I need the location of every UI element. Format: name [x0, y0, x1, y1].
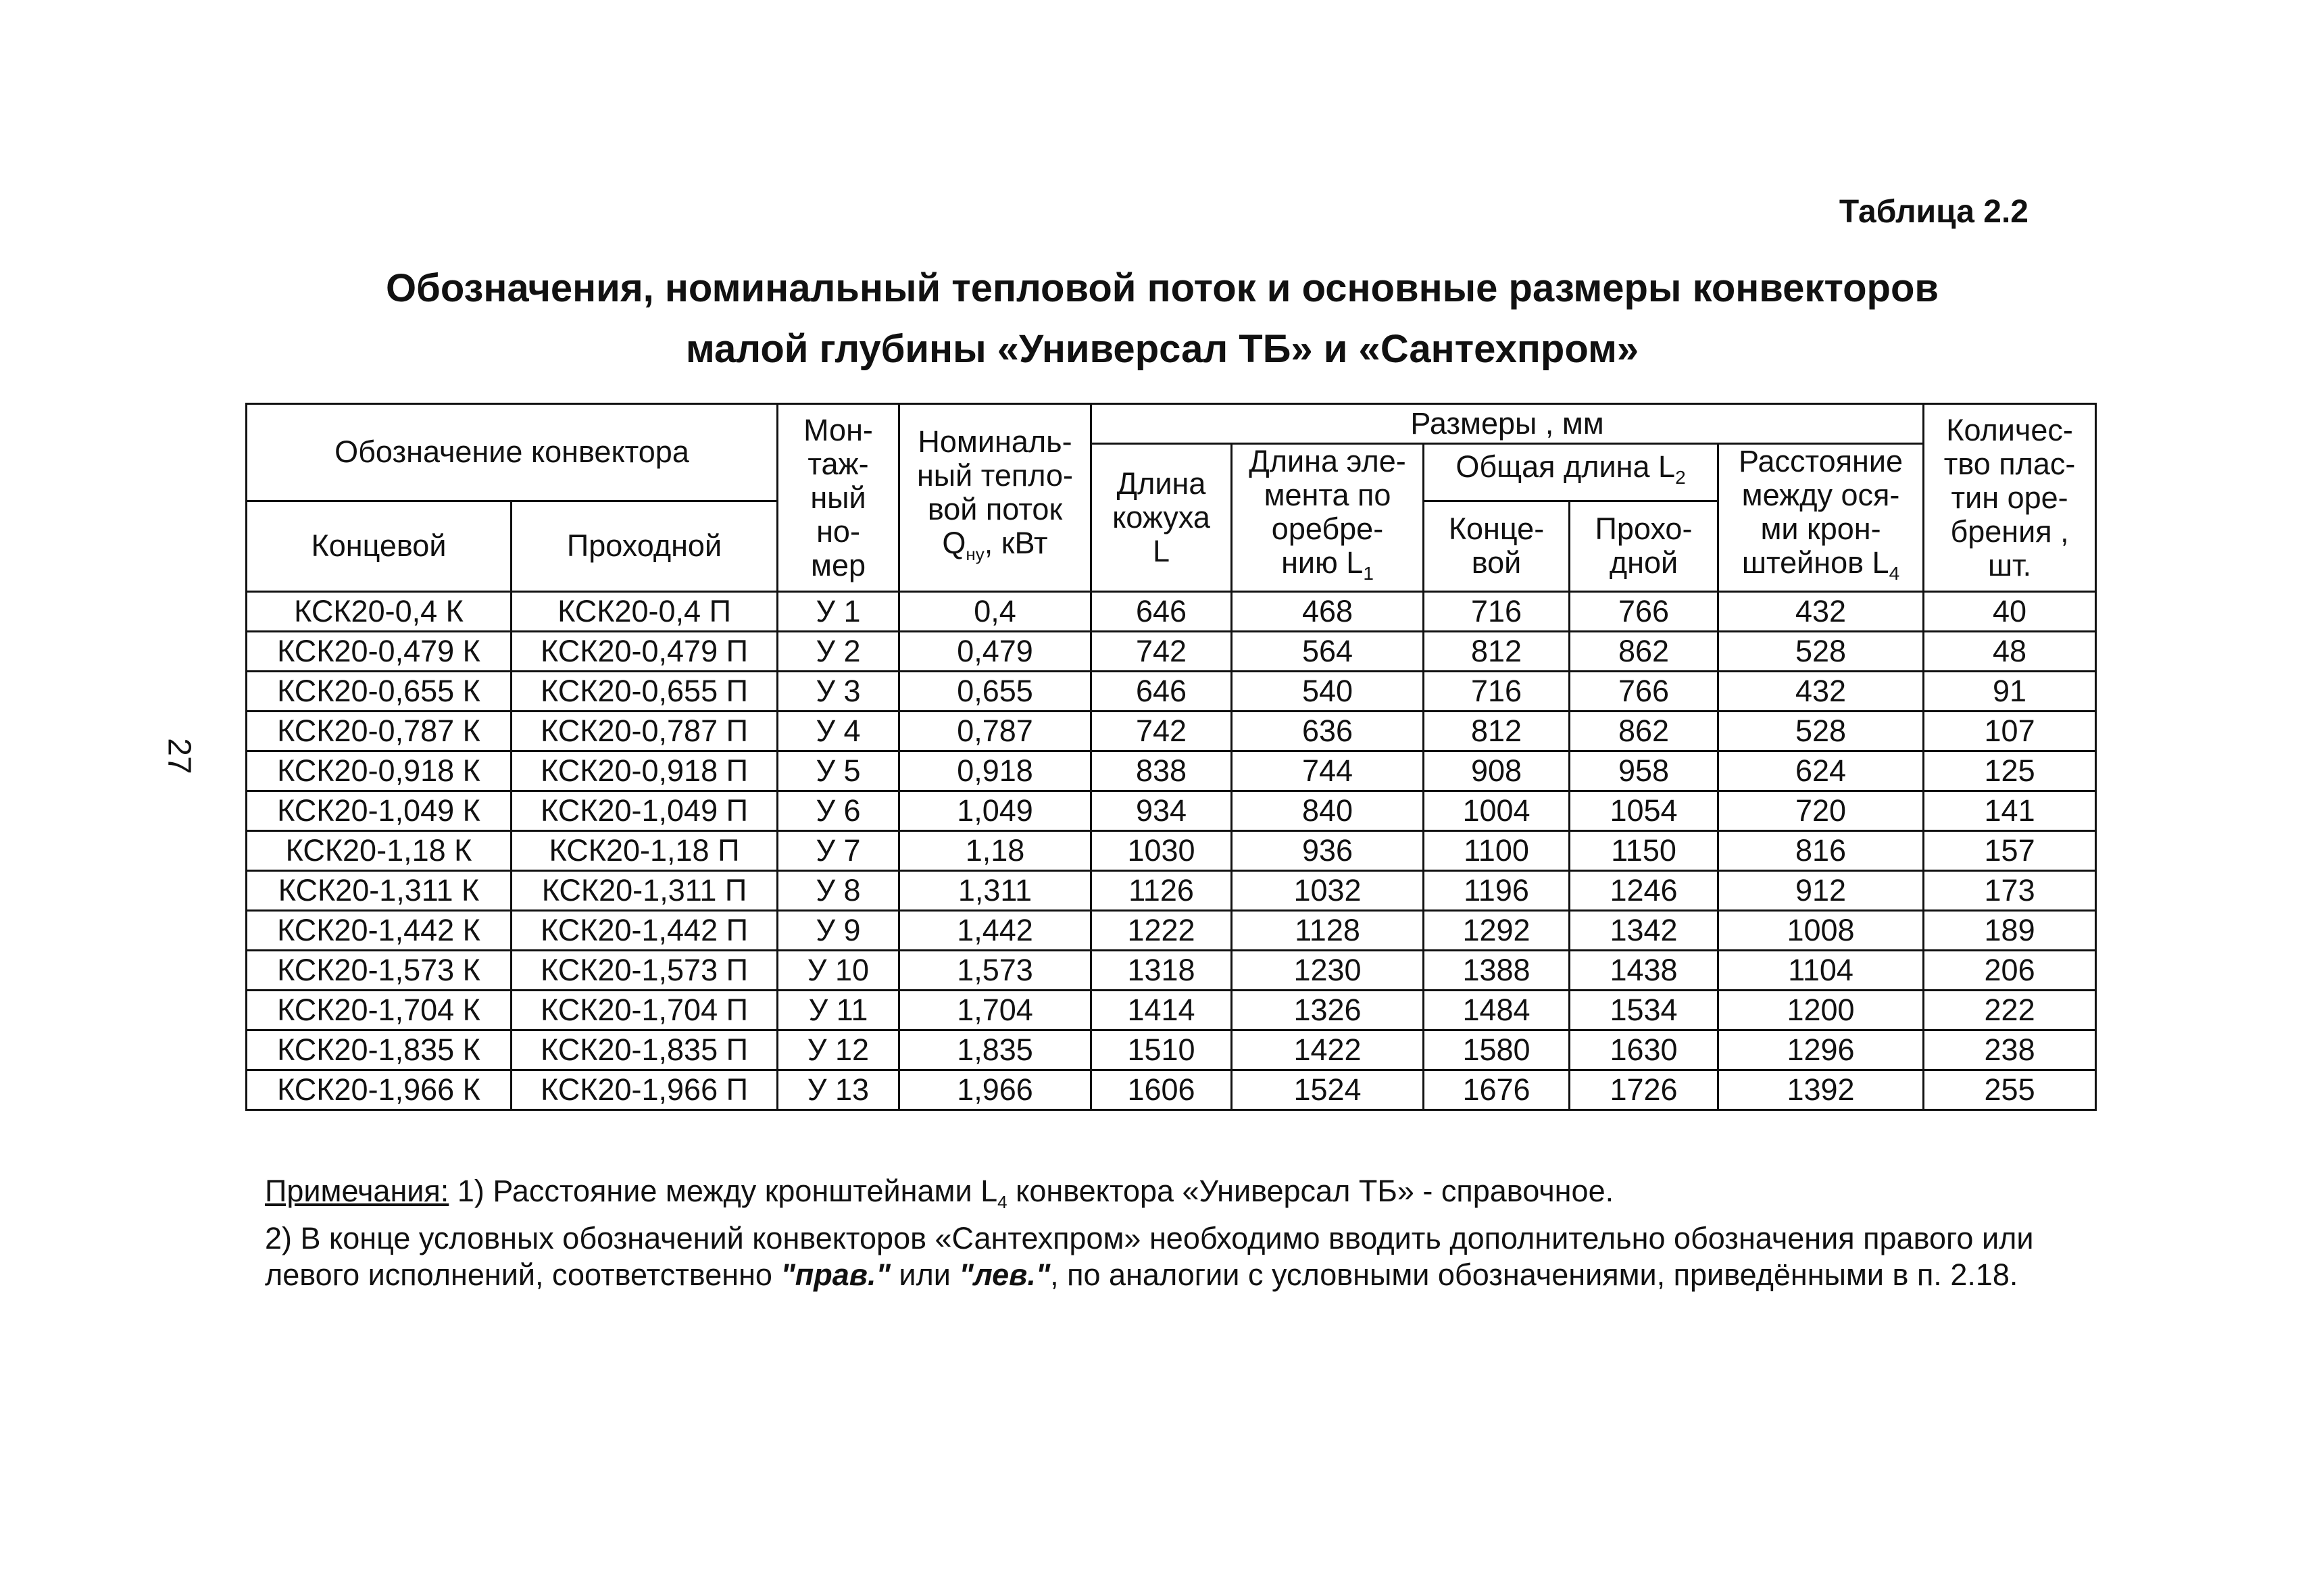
header-heat-line: ный тепло-	[916, 457, 1074, 493]
cell-heat: 1,704	[899, 991, 1091, 1030]
cell-plates: 255	[1924, 1070, 2096, 1110]
header-heat-line: Номиналь-	[918, 424, 1072, 459]
table-row	[247, 951, 2096, 991]
cell-plates: 40	[1924, 592, 2096, 632]
cell-mount: У 13	[778, 1070, 899, 1110]
header-element-line: оребре-	[1271, 512, 1384, 546]
cell-element: 1230	[1232, 951, 1424, 991]
cell-plates: 141	[1924, 791, 2096, 831]
table-body	[247, 592, 2096, 1110]
header-total-pass-line: дной	[1609, 545, 1678, 580]
cell-element: 1524	[1232, 1070, 1424, 1110]
heat-subscript: ну	[966, 543, 985, 564]
cell-total-end: 1484	[1424, 991, 1570, 1030]
header-plates	[1924, 404, 2096, 592]
cell-heat: 1,18	[899, 831, 1091, 871]
cell-bracket: 816	[1718, 831, 1924, 871]
cell-bracket: 720	[1718, 791, 1924, 831]
cell-element: 1326	[1232, 991, 1424, 1030]
cell-element: 1128	[1232, 911, 1424, 951]
cell-mount: У 11	[778, 991, 899, 1030]
header-casing-length	[1091, 444, 1232, 592]
cell-total-pass: 862	[1570, 632, 1718, 672]
header-element-line: мента по	[1264, 478, 1391, 512]
cell-bracket: 1296	[1718, 1030, 1924, 1070]
cell-element: 744	[1232, 751, 1424, 791]
table-row	[247, 791, 2096, 831]
table-row	[247, 632, 2096, 672]
cell-total-end: 1580	[1424, 1030, 1570, 1070]
header-casing-line: Длина	[1116, 466, 1206, 501]
bracket-last: штейнов L	[1741, 545, 1889, 580]
header-designation: Обозначение конвектора	[247, 404, 778, 501]
cell-bracket: 528	[1718, 712, 1924, 751]
cell-total-end: 716	[1424, 672, 1570, 712]
note-2	[265, 1220, 2089, 1293]
cell-total-end: 1388	[1424, 951, 1570, 991]
cell-plates: 107	[1924, 712, 2096, 751]
cell-bracket: 1392	[1718, 1070, 1924, 1110]
cell-heat: 1,835	[899, 1030, 1091, 1070]
cell-casing: 1318	[1091, 951, 1232, 991]
cell-bracket: 912	[1718, 871, 1924, 911]
left-mark: "лев."	[959, 1257, 1051, 1292]
cell-element: 636	[1232, 712, 1424, 751]
header-element-line: Длина эле-	[1249, 444, 1406, 478]
cell-total-pass: 1630	[1570, 1030, 1718, 1070]
table-row	[247, 911, 2096, 951]
cell-end: КСК20-0,4 К	[247, 592, 512, 632]
cell-total-pass: 862	[1570, 712, 1718, 751]
cell-bracket: 432	[1718, 592, 1924, 632]
note-1-text-a: 1) Расстояние между кронштейнами L	[449, 1174, 998, 1208]
table-label: Таблица 2.2	[1839, 194, 2028, 230]
header-total-end-line: вой	[1471, 545, 1522, 580]
cell-pass: КСК20-0,655 П	[512, 672, 778, 712]
cell-mount: У 6	[778, 791, 899, 831]
cell-casing: 646	[1091, 592, 1232, 632]
cell-end: КСК20-0,787 К	[247, 712, 512, 751]
cell-casing: 838	[1091, 751, 1232, 791]
cell-mount: У 4	[778, 712, 899, 751]
document-title	[250, 258, 2074, 380]
cell-bracket: 624	[1718, 751, 1924, 791]
cell-casing: 1030	[1091, 831, 1232, 871]
header-plates-line: шт.	[1987, 547, 2032, 582]
header-total-end-line: Конце-	[1448, 512, 1545, 547]
convector-table	[245, 403, 2097, 1111]
cell-mount: У 1	[778, 592, 899, 632]
cell-mount: У 5	[778, 751, 899, 791]
note-2-text-b: или	[890, 1257, 960, 1292]
header-plates-line: брения ,	[1950, 514, 2069, 549]
cell-heat: 1,049	[899, 791, 1091, 831]
element-subscript: 1	[1363, 563, 1374, 584]
cell-pass: КСК20-0,787 П	[512, 712, 778, 751]
cell-bracket: 1008	[1718, 911, 1924, 951]
cell-mount: У 3	[778, 672, 899, 712]
note-2-text-a: 2) В конце условных обозначений конвекторов «Сантехпром» необходимо вводить дополнительно обозначения правого или левого исполнений, соответственно	[265, 1221, 2034, 1292]
cell-casing: 1222	[1091, 911, 1232, 951]
notes-label: Примечания:	[265, 1174, 449, 1208]
cell-heat: 1,573	[899, 951, 1091, 991]
cell-total-pass: 1342	[1570, 911, 1718, 951]
cell-casing: 742	[1091, 632, 1232, 672]
header-heat-flow	[899, 404, 1091, 592]
cell-casing: 1414	[1091, 991, 1232, 1030]
cell-element: 540	[1232, 672, 1424, 712]
cell-pass: КСК20-1,966 П	[512, 1070, 778, 1110]
table-row	[247, 1070, 2096, 1110]
cell-heat: 1,311	[899, 871, 1091, 911]
cell-element: 936	[1232, 831, 1424, 871]
table-row	[247, 871, 2096, 911]
total-label: Общая длина L	[1455, 449, 1676, 484]
cell-heat: 0,655	[899, 672, 1091, 712]
table-row	[247, 672, 2096, 712]
cell-total-end: 908	[1424, 751, 1570, 791]
cell-bracket: 1200	[1718, 991, 1924, 1030]
header-mount-line: Мон-	[803, 412, 873, 447]
header-sizes: Размеры , мм	[1091, 404, 1924, 444]
header-casing-line: кожуха	[1112, 500, 1210, 534]
cell-casing: 1126	[1091, 871, 1232, 911]
header-mount-line: мер	[811, 547, 866, 582]
table-row	[247, 592, 2096, 632]
cell-total-pass: 1054	[1570, 791, 1718, 831]
cell-element: 468	[1232, 592, 1424, 632]
header-plates-line: Количес-	[1946, 412, 2073, 447]
note-1	[265, 1173, 2089, 1220]
header-casing-line: L	[1152, 534, 1170, 568]
cell-casing: 1606	[1091, 1070, 1232, 1110]
cell-casing: 646	[1091, 672, 1232, 712]
cell-mount: У 7	[778, 831, 899, 871]
cell-end: КСК20-1,18 К	[247, 831, 512, 871]
header-total-end	[1424, 501, 1570, 591]
cell-total-pass: 1246	[1570, 871, 1718, 911]
note-1-text-b: конвектора «Универсал ТБ» - справочное.	[1007, 1174, 1614, 1208]
cell-plates: 91	[1924, 672, 2096, 712]
cell-heat: 1,442	[899, 911, 1091, 951]
cell-bracket: 1104	[1718, 951, 1924, 991]
cell-heat: 0,4	[899, 592, 1091, 632]
cell-total-pass: 766	[1570, 672, 1718, 712]
header-heat-line	[903, 526, 1087, 571]
table-row	[247, 991, 2096, 1030]
cell-plates: 125	[1924, 751, 2096, 791]
title-line-2: малой глубины «Универсал ТБ» и «Сантехпром»	[685, 327, 1639, 371]
header-heat-line: вой поток	[927, 491, 1063, 526]
right-mark: "прав."	[780, 1257, 891, 1292]
header-bracket-line: ми крон-	[1760, 512, 1881, 546]
cell-total-end: 716	[1424, 592, 1570, 632]
cell-casing: 934	[1091, 791, 1232, 831]
cell-bracket: 528	[1718, 632, 1924, 672]
cell-total-pass: 1150	[1570, 831, 1718, 871]
cell-mount: У 8	[778, 871, 899, 911]
cell-pass: КСК20-1,442 П	[512, 911, 778, 951]
notes	[265, 1173, 2089, 1293]
cell-element: 1032	[1232, 871, 1424, 911]
cell-heat: 0,787	[899, 712, 1091, 751]
cell-end: КСК20-1,704 К	[247, 991, 512, 1030]
cell-end: КСК20-1,573 К	[247, 951, 512, 991]
cell-end: КСК20-1,442 К	[247, 911, 512, 951]
title-line-1: Обозначения, номинальный тепловой поток и основные размеры конвекторов	[385, 266, 1939, 310]
cell-heat: 1,966	[899, 1070, 1091, 1110]
header-plates-line: тин оре-	[1951, 480, 2068, 515]
cell-end: КСК20-1,835 К	[247, 1030, 512, 1070]
cell-pass: КСК20-1,573 П	[512, 951, 778, 991]
cell-pass: КСК20-0,4 П	[512, 592, 778, 632]
cell-mount: У 9	[778, 911, 899, 951]
bracket-subscript: 4	[1889, 563, 1900, 584]
cell-total-pass: 1438	[1570, 951, 1718, 991]
header-bracket-line: между ося-	[1741, 478, 1900, 512]
header-total-pass-line: Прохо-	[1595, 512, 1693, 547]
cell-total-pass: 1534	[1570, 991, 1718, 1030]
cell-element: 564	[1232, 632, 1424, 672]
cell-plates: 206	[1924, 951, 2096, 991]
cell-plates: 238	[1924, 1030, 2096, 1070]
header-pass: Проходной	[512, 501, 778, 591]
note-2-text-c: , по аналогии с условными обозначениями, приведёнными в п. 2.18.	[1050, 1257, 2018, 1292]
cell-total-pass: 766	[1570, 592, 1718, 632]
cell-plates: 48	[1924, 632, 2096, 672]
header-element-line	[1235, 546, 1420, 591]
header-end: Концевой	[247, 501, 512, 591]
header-mount-line: но-	[816, 514, 860, 549]
cell-plates: 173	[1924, 871, 2096, 911]
cell-end: КСК20-0,918 К	[247, 751, 512, 791]
cell-pass: КСК20-1,835 П	[512, 1030, 778, 1070]
cell-plates: 157	[1924, 831, 2096, 871]
heat-unit: , кВт	[984, 525, 1048, 560]
cell-casing: 1510	[1091, 1030, 1232, 1070]
cell-total-end: 812	[1424, 712, 1570, 751]
cell-element: 840	[1232, 791, 1424, 831]
heat-symbol: Q	[942, 525, 966, 560]
element-last: нию L	[1281, 545, 1364, 580]
header-plates-line: тво плас-	[1943, 446, 2076, 481]
cell-end: КСК20-1,049 К	[247, 791, 512, 831]
cell-total-end: 1004	[1424, 791, 1570, 831]
cell-total-end: 812	[1424, 632, 1570, 672]
table-row	[247, 751, 2096, 791]
cell-total-end: 1676	[1424, 1070, 1570, 1110]
cell-end: КСК20-1,311 К	[247, 871, 512, 911]
header-bracket-distance	[1718, 444, 1924, 592]
cell-mount: У 12	[778, 1030, 899, 1070]
cell-mount: У 2	[778, 632, 899, 672]
cell-end: КСК20-1,966 К	[247, 1070, 512, 1110]
cell-pass: КСК20-1,704 П	[512, 991, 778, 1030]
cell-heat: 0,479	[899, 632, 1091, 672]
header-mount-line: таж-	[807, 446, 869, 481]
cell-total-pass: 958	[1570, 751, 1718, 791]
header-mount-number	[778, 404, 899, 592]
note-1-subscript: 4	[997, 1192, 1007, 1212]
header-total-pass	[1570, 501, 1718, 591]
cell-plates: 189	[1924, 911, 2096, 951]
cell-heat: 0,918	[899, 751, 1091, 791]
cell-total-end: 1196	[1424, 871, 1570, 911]
cell-plates: 222	[1924, 991, 2096, 1030]
cell-pass: КСК20-1,311 П	[512, 871, 778, 911]
cell-end: КСК20-0,655 К	[247, 672, 512, 712]
cell-total-end: 1292	[1424, 911, 1570, 951]
page-number: 27	[161, 738, 197, 774]
table-row	[247, 1030, 2096, 1070]
header-total-length	[1424, 444, 1718, 501]
cell-element: 1422	[1232, 1030, 1424, 1070]
cell-bracket: 432	[1718, 672, 1924, 712]
cell-pass: КСК20-0,479 П	[512, 632, 778, 672]
cell-total-pass: 1726	[1570, 1070, 1718, 1110]
header-element-length	[1232, 444, 1424, 592]
table-row	[247, 712, 2096, 751]
header-mount-line: ный	[810, 480, 866, 515]
table-row	[247, 831, 2096, 871]
cell-mount: У 10	[778, 951, 899, 991]
header-bracket-line: Расстояние	[1739, 444, 1903, 478]
cell-pass: КСК20-0,918 П	[512, 751, 778, 791]
cell-end: КСК20-0,479 К	[247, 632, 512, 672]
cell-total-end: 1100	[1424, 831, 1570, 871]
cell-pass: КСК20-1,18 П	[512, 831, 778, 871]
cell-pass: КСК20-1,049 П	[512, 791, 778, 831]
cell-casing: 742	[1091, 712, 1232, 751]
total-subscript: 2	[1675, 466, 1686, 488]
header-bracket-line	[1722, 546, 1920, 591]
